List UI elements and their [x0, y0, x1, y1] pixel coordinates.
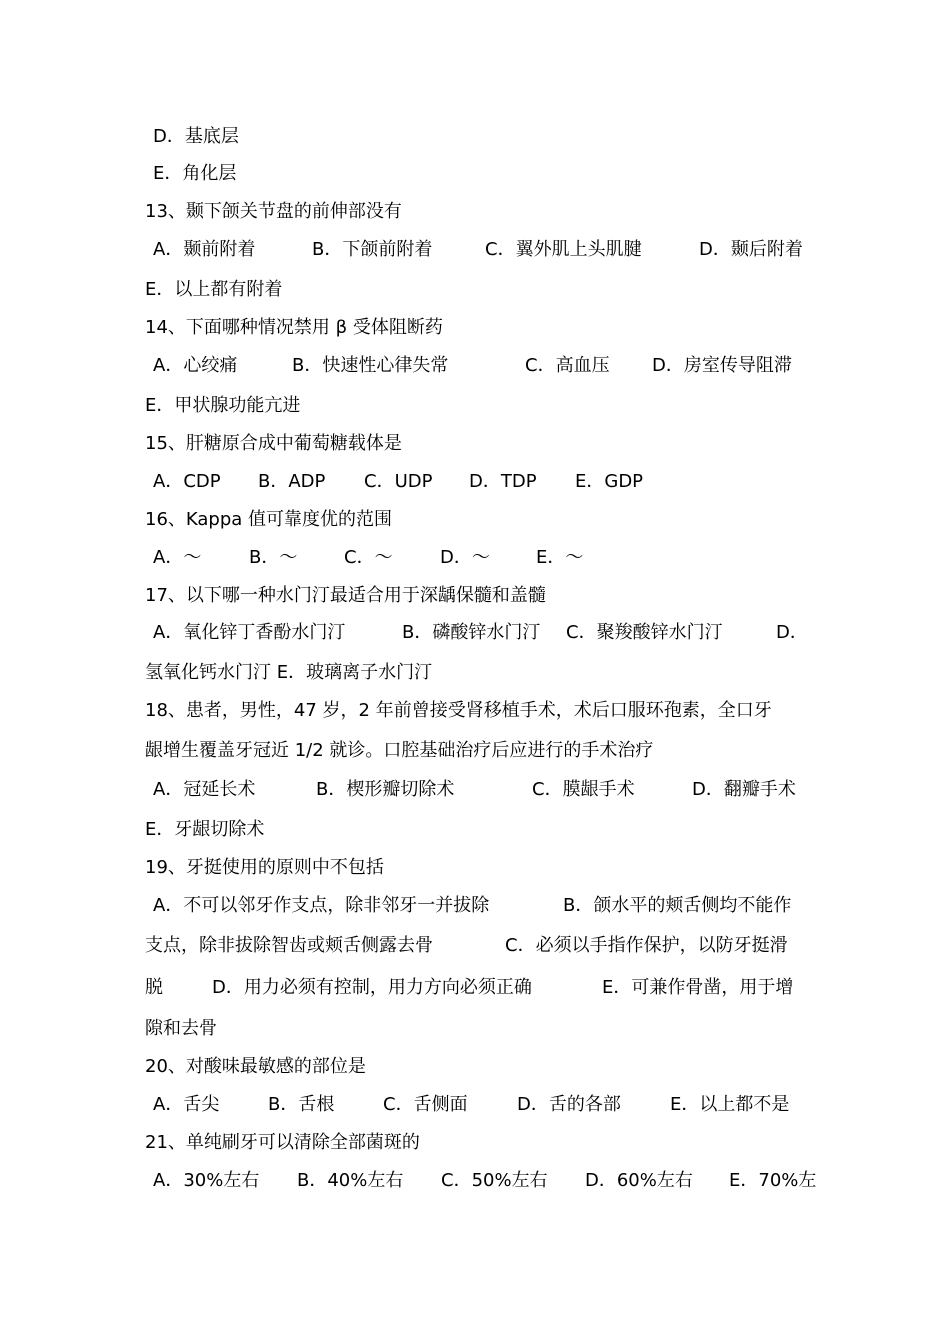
q19-option-d: D．用力必须有控制，用力方向必须正确 — [212, 977, 532, 998]
q12-option-e: E．角化层 — [153, 163, 237, 184]
q13-option-e: E．以上都有附着 — [145, 279, 283, 300]
q20-option-c: C．舌侧面 — [383, 1094, 468, 1115]
q17-option-b: B．磷酸锌水门汀 — [402, 622, 541, 643]
question-19: 19、牙挺使用的原则中不包括 — [145, 857, 384, 878]
q18-option-a: A．冠延长术 — [153, 779, 256, 800]
q18-option-d: D．翻瓣手术 — [692, 779, 796, 800]
q14-option-b: B．快速性心律失常 — [292, 355, 449, 376]
q21-option-a: A．30%左右 — [153, 1170, 260, 1191]
q13-option-c: C．翼外肌上头肌腱 — [485, 239, 642, 260]
q20-option-a: A．舌尖 — [153, 1094, 220, 1115]
q19-option-c-cont: 脱 — [145, 977, 163, 998]
question-15: 15、肝糖原合成中葡萄糖载体是 — [145, 433, 402, 454]
question-14: 14、下面哪种情况禁用 β 受体阻断药 — [145, 317, 443, 338]
question-13: 13、颞下颌关节盘的前伸部没有 — [145, 201, 402, 222]
question-18-line1: 18、患者，男性，47 岁，2 年前曾接受肾移植手术，术后口服环孢素，全口牙 — [145, 700, 772, 721]
q19-option-b-cont: 支点，除非拔除智齿或颊舌侧露去骨 — [145, 935, 433, 956]
q14-option-d: D．房室传导阻滞 — [652, 355, 792, 376]
q18-option-e: E．牙龈切除术 — [145, 819, 265, 840]
q16-option-c: C．～ — [344, 547, 393, 568]
question-17: 17、以下哪一种水门汀最适合用于深龋保髓和盖髓 — [145, 585, 546, 606]
q20-option-b: B．舌根 — [268, 1094, 335, 1115]
q14-option-a: A．心绞痛 — [153, 355, 238, 376]
question-21: 21、单纯刷牙可以清除全部菌斑的 — [145, 1132, 420, 1153]
q14-option-c: C．高血压 — [525, 355, 610, 376]
q15-option-c: C．UDP — [364, 471, 433, 492]
q16-option-a: A．～ — [153, 547, 202, 568]
q15-option-d: D．TDP — [469, 471, 537, 492]
q21-option-d: D．60%左右 — [585, 1170, 693, 1191]
q14-option-e: E．甲状腺功能亢进 — [145, 395, 301, 416]
q21-option-b: B．40%左右 — [297, 1170, 404, 1191]
q15-option-e: E．GDP — [575, 471, 644, 492]
q15-option-b: B．ADP — [258, 471, 326, 492]
q15-option-a: A．CDP — [153, 471, 221, 492]
q13-option-a: A．颞前附着 — [153, 239, 256, 260]
q12-option-d: D．基底层 — [153, 126, 239, 147]
q17-option-c: C．聚羧酸锌水门汀 — [566, 622, 723, 643]
q21-option-e: E．70%左 — [729, 1170, 817, 1191]
q16-option-d: D．～ — [440, 547, 490, 568]
q16-option-e: E．～ — [536, 547, 584, 568]
q20-option-d: D．舌的各部 — [517, 1094, 621, 1115]
q17-option-d-cont: 氢氧化钙水门汀 E．玻璃离子水门汀 — [145, 662, 433, 683]
q13-option-d: D．颞后附着 — [699, 239, 803, 260]
q17-option-d: D． — [776, 622, 808, 643]
q19-option-c: C．必须以手指作保护，以防牙挺滑 — [505, 935, 788, 956]
q19-option-a: A．不可以邻牙作支点，除非邻牙一并拔除 — [153, 895, 490, 916]
q18-option-b: B．楔形瓣切除术 — [316, 779, 455, 800]
q19-option-b: B．颌水平的颊舌侧均不能作 — [563, 895, 792, 916]
q19-option-e-cont: 隙和去骨 — [145, 1018, 217, 1039]
question-18-line2: 龈增生覆盖牙冠近 1/2 就诊。口腔基础治疗后应进行的手术治疗 — [145, 740, 654, 761]
q16-option-b: B．～ — [249, 547, 298, 568]
q17-option-a: A．氧化锌丁香酚水门汀 — [153, 622, 346, 643]
q19-option-e: E．可兼作骨凿，用于增 — [602, 977, 794, 998]
q21-option-c: C．50%左右 — [441, 1170, 548, 1191]
q20-option-e: E．以上都不是 — [670, 1094, 790, 1115]
question-16: 16、Kappa 值可靠度优的范围 — [145, 509, 393, 530]
q13-option-b: B．下颌前附着 — [312, 239, 433, 260]
question-20: 20、对酸味最敏感的部位是 — [145, 1056, 366, 1077]
q18-option-c: C．膜龈手术 — [532, 779, 635, 800]
